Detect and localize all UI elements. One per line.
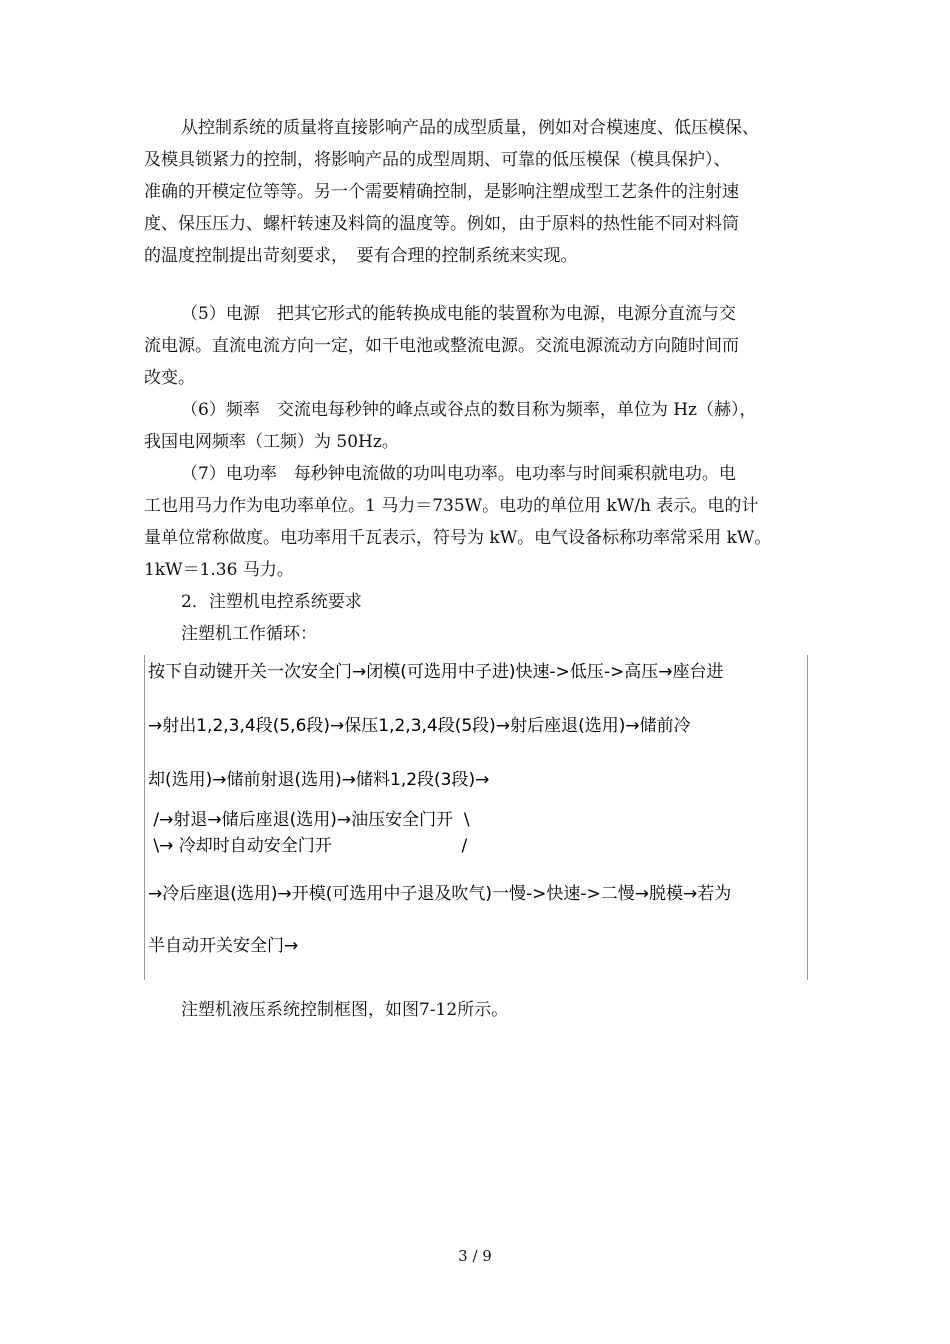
cycle-line: \→ 冷却时自动安全门开 / [148, 836, 468, 856]
section-heading: 2．注塑机电控系统要求 [181, 592, 362, 612]
text-line: 度、保压压力、螺杆转速及料筒的温度等。例如，由于原料的热性能不同对料筒 [144, 214, 739, 234]
text-line: 工也用马力作为电功率单位。1 马力＝735W。电功的单位用 kW/h 表示。电的计 [144, 496, 759, 516]
page-number: 3 / 9 [458, 1247, 492, 1265]
paragraph-electrical-terms [144, 298, 812, 650]
work-cycle-box [144, 655, 808, 980]
text-line: 注塑机液压系统控制框图，如图7-12所示。 [181, 1000, 509, 1020]
text-line: 流电源。直流电流方向一定，如干电池或整流电源。交流电源流动方向随时间而 [144, 336, 739, 356]
cycle-line: →射出1,2,3,4段(5,6段)→保压1,2,3,4段(5段)→射后座退(选用)→储前冷 [148, 716, 691, 736]
cycle-line: 却(选用)→储前射退(选用)→储料1,2段(3段)→ [148, 770, 490, 790]
text-line: 注塑机工作循环： [181, 624, 317, 644]
text-line: 量单位常称做度。电功率用千瓦表示，符号为 kW。电气设备标称功率常采用 kW。 [144, 528, 772, 548]
text-line: 我国电网频率（工频）为 50Hz。 [144, 432, 399, 452]
cycle-line: 按下自动键开关一次安全门→闭模(可选用中子进)快速->低压->高压→座台进 [148, 662, 724, 682]
cycle-line: 半自动开关安全门→ [148, 936, 299, 956]
text-line: 准确的开模定位等等。另一个需要精确控制，是影响注塑成型工艺条件的注射速 [144, 182, 739, 202]
text-line: 及模具锁紧力的控制，将影响产品的成型周期、可靠的低压模保（模具保护）、 [144, 150, 731, 170]
text-line: （5）电源 把其它形式的能转换成电能的装置称为电源，电源分直流与交 [181, 304, 736, 324]
figure-caption [144, 994, 812, 1026]
text-line: 改变。 [144, 368, 195, 388]
text-line: 的温度控制提出苛刻要求， 要有合理的控制系统来实现。 [144, 246, 578, 266]
text-line: 从控制系统的质量将直接影响产品的成型质量，例如对合模速度、低压模保、 [181, 118, 759, 138]
paragraph-control-quality [144, 112, 812, 272]
cycle-line: →冷后座退(选用)→开模(可选用中子退及吹气)一慢->快速->二慢→脱模→若为 [148, 884, 732, 904]
text-line: 1kW＝1.36 马力。 [144, 560, 294, 580]
text-line: （7）电功率 每秒钟电流做的功叫电功率。电功率与时间乘积就电功。电 [181, 464, 736, 484]
cycle-line: /→射退→储后座退(选用)→油压安全门开 \ [148, 810, 470, 830]
text-line: （6）频率 交流电每秒钟的峰点或谷点的数目称为频率，单位为 Hz（赫）， [181, 400, 757, 420]
